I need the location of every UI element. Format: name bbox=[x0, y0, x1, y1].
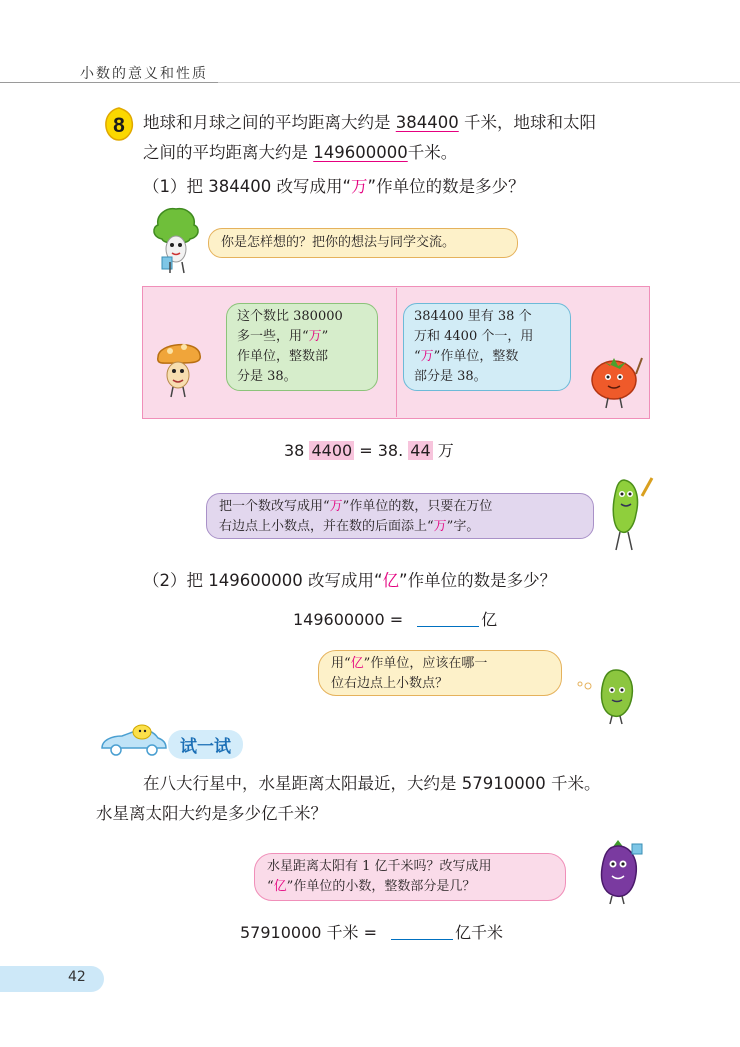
header-rule-tail bbox=[218, 82, 740, 83]
car-lemon-icon bbox=[98, 722, 170, 758]
mushroom-speech-bubble: 这个数比 380000 多一些，用“万” 作单位，整数部 分是 38。 bbox=[226, 303, 378, 391]
highlight-decimal: 44 bbox=[410, 441, 431, 460]
running-header-title: 小数的意义和性质 bbox=[80, 66, 208, 82]
eggplant-hint-bubble: 水星距离太阳有 1 亿千米吗？改写成用 “亿”作单位的小数，整数部分是几？ bbox=[254, 853, 566, 901]
conversion-equation-yi: 149600000 = 亿 bbox=[293, 610, 498, 629]
tomato-character-illustration bbox=[582, 354, 646, 410]
page-number-tab bbox=[0, 966, 104, 992]
try-it-text-line-1: 在八大行星中，水星距离太阳最近，大约是 57910000 千米。 bbox=[143, 774, 601, 793]
panel-divider bbox=[396, 288, 397, 417]
header-rule bbox=[0, 82, 218, 83]
mushroom-character-illustration bbox=[152, 335, 204, 399]
try-it-heading: 试一试 bbox=[168, 730, 243, 759]
page-number: 42 bbox=[68, 969, 86, 985]
thinking-bubble: 你是怎样想的？把你的想法与同学交流。 bbox=[208, 228, 518, 258]
problem-number-badge bbox=[104, 107, 134, 141]
earth-moon-distance: 384400 bbox=[395, 113, 459, 132]
try-it-text-line-2: 水星离太阳大约是多少亿千米？ bbox=[96, 804, 327, 823]
earth-sun-distance: 149600000 bbox=[313, 143, 408, 162]
problem-number: 8 bbox=[113, 114, 125, 137]
conversion-equation-mercury: 57910000 千米 = 亿千米 bbox=[240, 923, 504, 942]
conversion-equation-wan: 38 4400 = 38. 44 万 bbox=[284, 441, 454, 460]
question-1: （1）把 384400 改写成用“万”作单位的数是多少？ bbox=[143, 177, 525, 196]
cabbage-character-illustration bbox=[148, 205, 204, 275]
question-2: （2）把 149600000 改写成用“亿”作单位的数是多少？ bbox=[143, 571, 557, 590]
eggplant-character-illustration bbox=[588, 836, 648, 906]
green-pepper-character-illustration bbox=[572, 664, 642, 724]
pea-pod-character-illustration bbox=[602, 474, 656, 554]
hint-thought-bubble: 用“亿”作单位，应该在哪一 位右边点上小数点？ bbox=[318, 650, 562, 696]
problem-text-line-2: 之间的平均距离大约是 149600000千米。 bbox=[143, 143, 458, 162]
answer-blank[interactable] bbox=[391, 921, 453, 940]
rule-tip-bubble: 把一个数改写成用“万”作单位的数，只要在万位 右边点上小数点，并在数的后面添上“万”字。 bbox=[206, 493, 594, 539]
tomato-speech-bubble: 384400 里有 38 个 万和 4400 个一，用 “万”作单位，整数 部分是 38。 bbox=[403, 303, 571, 391]
problem-text-line-1: 地球和月球之间的平均距离大约是 384400 千米，地球和太阳 bbox=[143, 113, 596, 132]
answer-blank[interactable] bbox=[417, 608, 479, 627]
highlight-digits: 4400 bbox=[311, 441, 353, 460]
